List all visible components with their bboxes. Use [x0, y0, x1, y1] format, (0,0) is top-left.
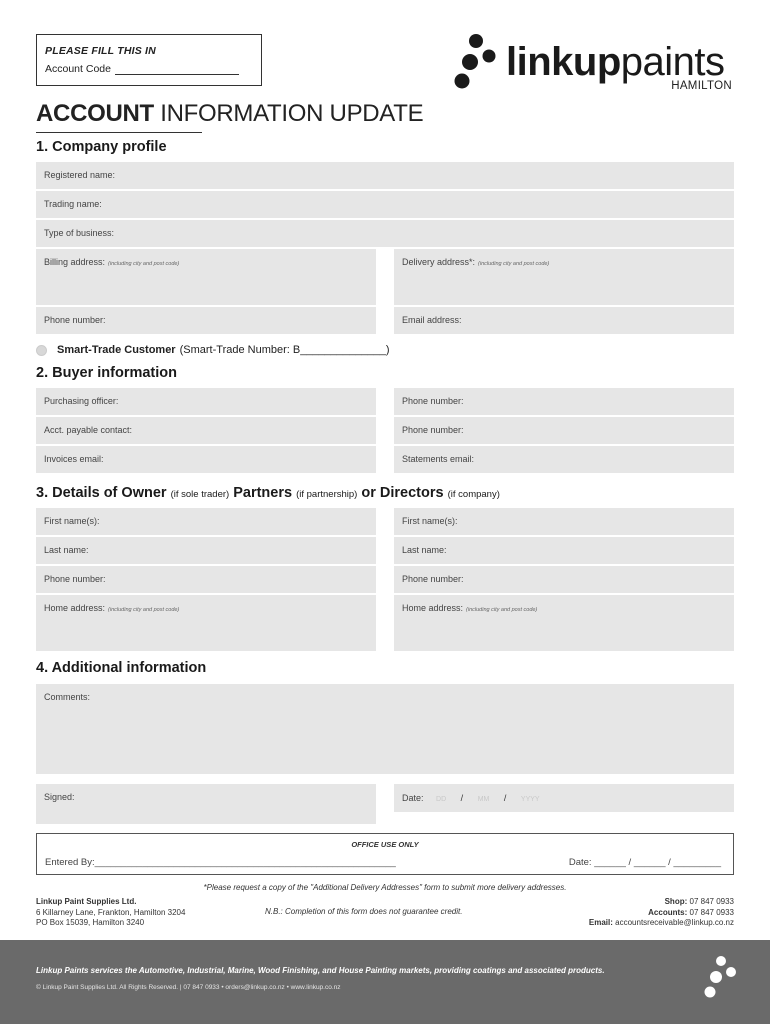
heading-partners: Partners: [233, 485, 293, 501]
first-names-left-label: First name(s):: [44, 516, 100, 526]
footer-band: [0, 940, 770, 1024]
registered-name-label: Registered name:: [44, 170, 116, 180]
first-names-left-field[interactable]: [36, 508, 376, 535]
acct-payable-phone-field[interactable]: [394, 417, 734, 444]
last-name-right-label: Last name:: [402, 545, 447, 555]
logo-dots-icon: [450, 32, 500, 98]
invoices-email-label: Invoices email:: [44, 454, 104, 464]
comments-field[interactable]: [36, 684, 734, 774]
delivery-address-note: (including city and post code): [478, 261, 550, 267]
accounts-label: Accounts:: [648, 907, 688, 917]
logo-wordmark: [506, 40, 725, 84]
logo-word-light: paints: [620, 40, 725, 84]
last-name-left-field[interactable]: [36, 537, 376, 564]
email-label: Email:: [588, 918, 613, 927]
owner-phone-right-field[interactable]: [394, 566, 734, 593]
purchasing-phone-label: Phone number:: [402, 396, 464, 406]
purchasing-phone-field[interactable]: [394, 388, 734, 415]
company-phone-label: Phone number:: [44, 315, 106, 325]
statements-email-field[interactable]: [394, 446, 734, 473]
section-2-heading: 2. Buyer information: [36, 365, 177, 381]
company-email-label: Email address:: [402, 315, 462, 325]
home-address-left-note: (including city and post code): [108, 607, 180, 613]
fill-in-label: PLEASE FILL THIS IN: [45, 45, 156, 57]
billing-address-label: Billing address:: [44, 257, 106, 267]
home-address-right-note: (including city and post code): [466, 607, 538, 613]
shop-label: Shop:: [664, 897, 688, 906]
delivery-address-field[interactable]: [394, 249, 734, 305]
smart-trade-label: Smart-Trade Customer: [57, 344, 176, 356]
office-date: Date: ______ / ______ / _________: [568, 857, 721, 868]
type-of-business-label: Type of business:: [44, 228, 115, 238]
billing-address-note: (including city and post code): [108, 261, 180, 267]
trading-name-label: Trading name:: [44, 199, 102, 209]
company-phone-field[interactable]: [36, 307, 376, 334]
signed-field[interactable]: [36, 784, 376, 824]
logo-word-bold: linkup: [506, 40, 621, 84]
acct-payable-contact-field[interactable]: [36, 417, 376, 444]
owner-note: (if sole trader): [170, 489, 230, 500]
company-email-field[interactable]: [394, 307, 734, 334]
office-entered-by: Entered By:_________________________________________________________: [45, 857, 396, 868]
smart-trade-radio[interactable]: [36, 345, 47, 356]
registered-name-field[interactable]: [36, 162, 734, 189]
footer-logo-dots-icon: [700, 954, 740, 1004]
last-name-right-field[interactable]: [394, 537, 734, 564]
trading-name-field[interactable]: [36, 191, 734, 218]
home-address-right-label: Home address:: [402, 603, 464, 613]
title-rest: INFORMATION UPDATE: [153, 100, 424, 127]
company-address-2: PO Box 15039, Hamilton 3240: [36, 918, 145, 927]
signed-label: Signed:: [44, 792, 75, 802]
section-4-heading: 4. Additional information: [36, 660, 207, 676]
date-slash-1: /: [460, 793, 464, 803]
company-address-1: 6 Killarney Lane, Frankton, Hamilton 3204: [36, 907, 186, 917]
date-field[interactable]: [394, 784, 734, 812]
acct-payable-phone-label: Phone number:: [402, 425, 464, 435]
band-copyright-text: © Linkup Paint Supplies Ltd. All Rights Reserved. | 07 847 0933 • orders@linkup.co.nz • www.linkup.co.nz: [36, 984, 341, 991]
email-value: accountsreceivable@linkup.co.nz: [615, 918, 734, 927]
purchasing-officer-label: Purchasing officer:: [44, 396, 119, 406]
company-name: Linkup Paint Supplies Ltd.: [36, 897, 137, 906]
heading-directors: or Directors: [361, 485, 444, 501]
home-address-left-field[interactable]: [36, 595, 376, 651]
date-label: Date:: [402, 793, 424, 803]
invoices-email-field[interactable]: [36, 446, 376, 473]
type-of-business-field[interactable]: [36, 220, 734, 247]
date-yyyy: YYYY: [520, 796, 540, 803]
company-contact-block: [589, 897, 734, 929]
date-dd: DD: [436, 796, 447, 803]
title-bold: ACCOUNT: [36, 100, 154, 127]
title-underline: [36, 132, 202, 133]
first-names-right-field[interactable]: [394, 508, 734, 535]
office-use-title: OFFICE USE ONLY: [351, 840, 419, 849]
credit-note: N.B.: Completion of this form does not guarantee credit.: [265, 907, 463, 916]
page-title: [36, 100, 423, 128]
section-3-heading: [36, 485, 500, 501]
comments-label: Comments:: [44, 692, 91, 702]
smart-trade-row: [36, 344, 390, 356]
date-slash-2: /: [503, 793, 507, 803]
office-use-box: [36, 833, 734, 875]
home-address-right-field[interactable]: [394, 595, 734, 651]
accounts-value: 07 847 0933: [689, 907, 734, 917]
account-code-label: Account Code: [45, 63, 111, 75]
account-code-field[interactable]: [115, 65, 239, 75]
first-names-right-label: First name(s):: [402, 516, 458, 526]
owner-phone-left-label: Phone number:: [44, 574, 106, 584]
account-code-box: [36, 34, 262, 86]
heading-owner: 3. Details of Owner: [36, 485, 167, 501]
section-1-heading: 1. Company profile: [36, 139, 167, 155]
logo-city: HAMILTON: [671, 80, 732, 92]
directors-note: (if company): [447, 489, 500, 500]
owner-phone-left-field[interactable]: [36, 566, 376, 593]
owner-phone-right-label: Phone number:: [402, 574, 464, 584]
shop-value: 07 847 0933: [689, 897, 734, 906]
partners-note: (if partnership): [296, 489, 358, 500]
acct-payable-contact-label: Acct. payable contact:: [44, 425, 133, 435]
delivery-address-label: Delivery address*:: [402, 257, 476, 267]
linkup-logo: [450, 32, 740, 98]
last-name-left-label: Last name:: [44, 545, 89, 555]
date-mm: MM: [477, 796, 490, 803]
home-address-left-label: Home address:: [44, 603, 106, 613]
billing-address-field[interactable]: [36, 249, 376, 305]
company-address-block: [36, 897, 185, 929]
request-note: *Please request a copy of the "Additional Delivery Addresses" form to submit more delivery addresses.: [203, 883, 567, 892]
band-services-text: Linkup Paints services the Automotive, Industrial, Marine, Wood Finishing, and House Painting markets, providing coatings and associated products.: [36, 966, 605, 975]
purchasing-officer-field[interactable]: [36, 388, 376, 415]
statements-email-label: Statements email:: [402, 454, 475, 464]
smart-trade-number: (Smart-Trade Number: B______________): [179, 344, 390, 356]
